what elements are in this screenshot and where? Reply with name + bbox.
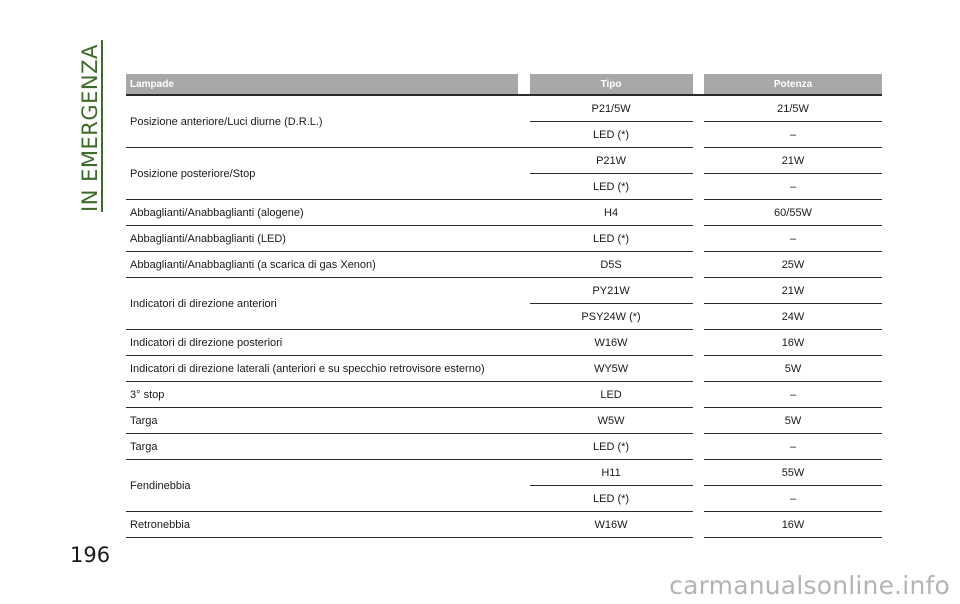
section-title: IN EMERGENZA <box>78 44 102 212</box>
lamp-type: W5W <box>530 408 693 434</box>
table-row <box>126 356 882 382</box>
lamp-type: LED <box>530 382 693 408</box>
header-tipo: Tipo <box>530 74 693 95</box>
lamp-name: Indicatori di direzione anteriori <box>126 278 518 330</box>
lamp-name: Abbaglianti/Anabbaglianti (a scarica di gas Xenon) <box>126 252 518 278</box>
table-row <box>126 460 882 486</box>
lamp-name: Abbaglianti/Anabbaglianti (alogene) <box>126 200 518 226</box>
table-row <box>126 434 882 460</box>
lamp-type: LED (*) <box>530 486 693 512</box>
header-potenza: Potenza <box>704 74 882 95</box>
lamp-power: 21W <box>704 278 882 304</box>
lamp-type: W16W <box>530 512 693 538</box>
lamp-name: Fendinebbia <box>126 460 518 512</box>
lamp-power: 5W <box>704 408 882 434</box>
lamp-type: H11 <box>530 460 693 486</box>
lamp-type: D5S <box>530 252 693 278</box>
lamp-type: PY21W <box>530 278 693 304</box>
table-row <box>126 408 882 434</box>
lamp-name: 3° stop <box>126 382 518 408</box>
lamp-power: 24W <box>704 304 882 330</box>
lamp-power: 16W <box>704 512 882 538</box>
lamp-power: – <box>704 174 882 200</box>
lamp-type: P21W <box>530 148 693 174</box>
lamp-name: Posizione posteriore/Stop <box>126 148 518 200</box>
table-row <box>126 382 882 408</box>
lamp-power: – <box>704 486 882 512</box>
lamp-name: Abbaglianti/Anabbaglianti (LED) <box>126 226 518 252</box>
lamp-name: Targa <box>126 408 518 434</box>
lamp-power: 21/5W <box>704 95 882 122</box>
lamp-power: 55W <box>704 460 882 486</box>
lamp-type: LED (*) <box>530 174 693 200</box>
lamp-power: 16W <box>704 330 882 356</box>
table-row <box>126 252 882 278</box>
lamp-power: 5W <box>704 356 882 382</box>
table-row <box>126 200 882 226</box>
lamp-type: PSY24W (*) <box>530 304 693 330</box>
lamp-power: – <box>704 226 882 252</box>
lamp-name: Indicatori di direzione laterali (anteriori e su specchio retrovisore esterno) <box>126 356 518 382</box>
lamp-power: – <box>704 122 882 148</box>
lamp-name: Indicatori di direzione posteriori <box>126 330 518 356</box>
lamp-power: – <box>704 382 882 408</box>
lamp-type: LED (*) <box>530 226 693 252</box>
lamp-name: Posizione anteriore/Luci diurne (D.R.L.) <box>126 95 518 148</box>
lamp-type: W16W <box>530 330 693 356</box>
lamp-power: – <box>704 434 882 460</box>
lamp-type: P21/5W <box>530 95 693 122</box>
table-header-row <box>126 74 882 95</box>
table-row <box>126 512 882 538</box>
table-row <box>126 95 882 122</box>
lamp-power: 60/55W <box>704 200 882 226</box>
lamps-table-body <box>126 95 882 538</box>
lamp-power: 21W <box>704 148 882 174</box>
page-number: 196 <box>70 543 111 567</box>
lamp-power: 25W <box>704 252 882 278</box>
lamp-name: Retronebbia <box>126 512 518 538</box>
lamp-type: LED (*) <box>530 434 693 460</box>
lamp-type: LED (*) <box>530 122 693 148</box>
header-lampade: Lampade <box>126 74 518 95</box>
table-row <box>126 330 882 356</box>
lamp-type: H4 <box>530 200 693 226</box>
table-row <box>126 148 882 174</box>
watermark: carmanualsonline.info <box>669 571 950 600</box>
lamp-name: Targa <box>126 434 518 460</box>
table-row <box>126 226 882 252</box>
lamps-table <box>126 74 882 538</box>
lamp-type: WY5W <box>530 356 693 382</box>
table-row <box>126 278 882 304</box>
